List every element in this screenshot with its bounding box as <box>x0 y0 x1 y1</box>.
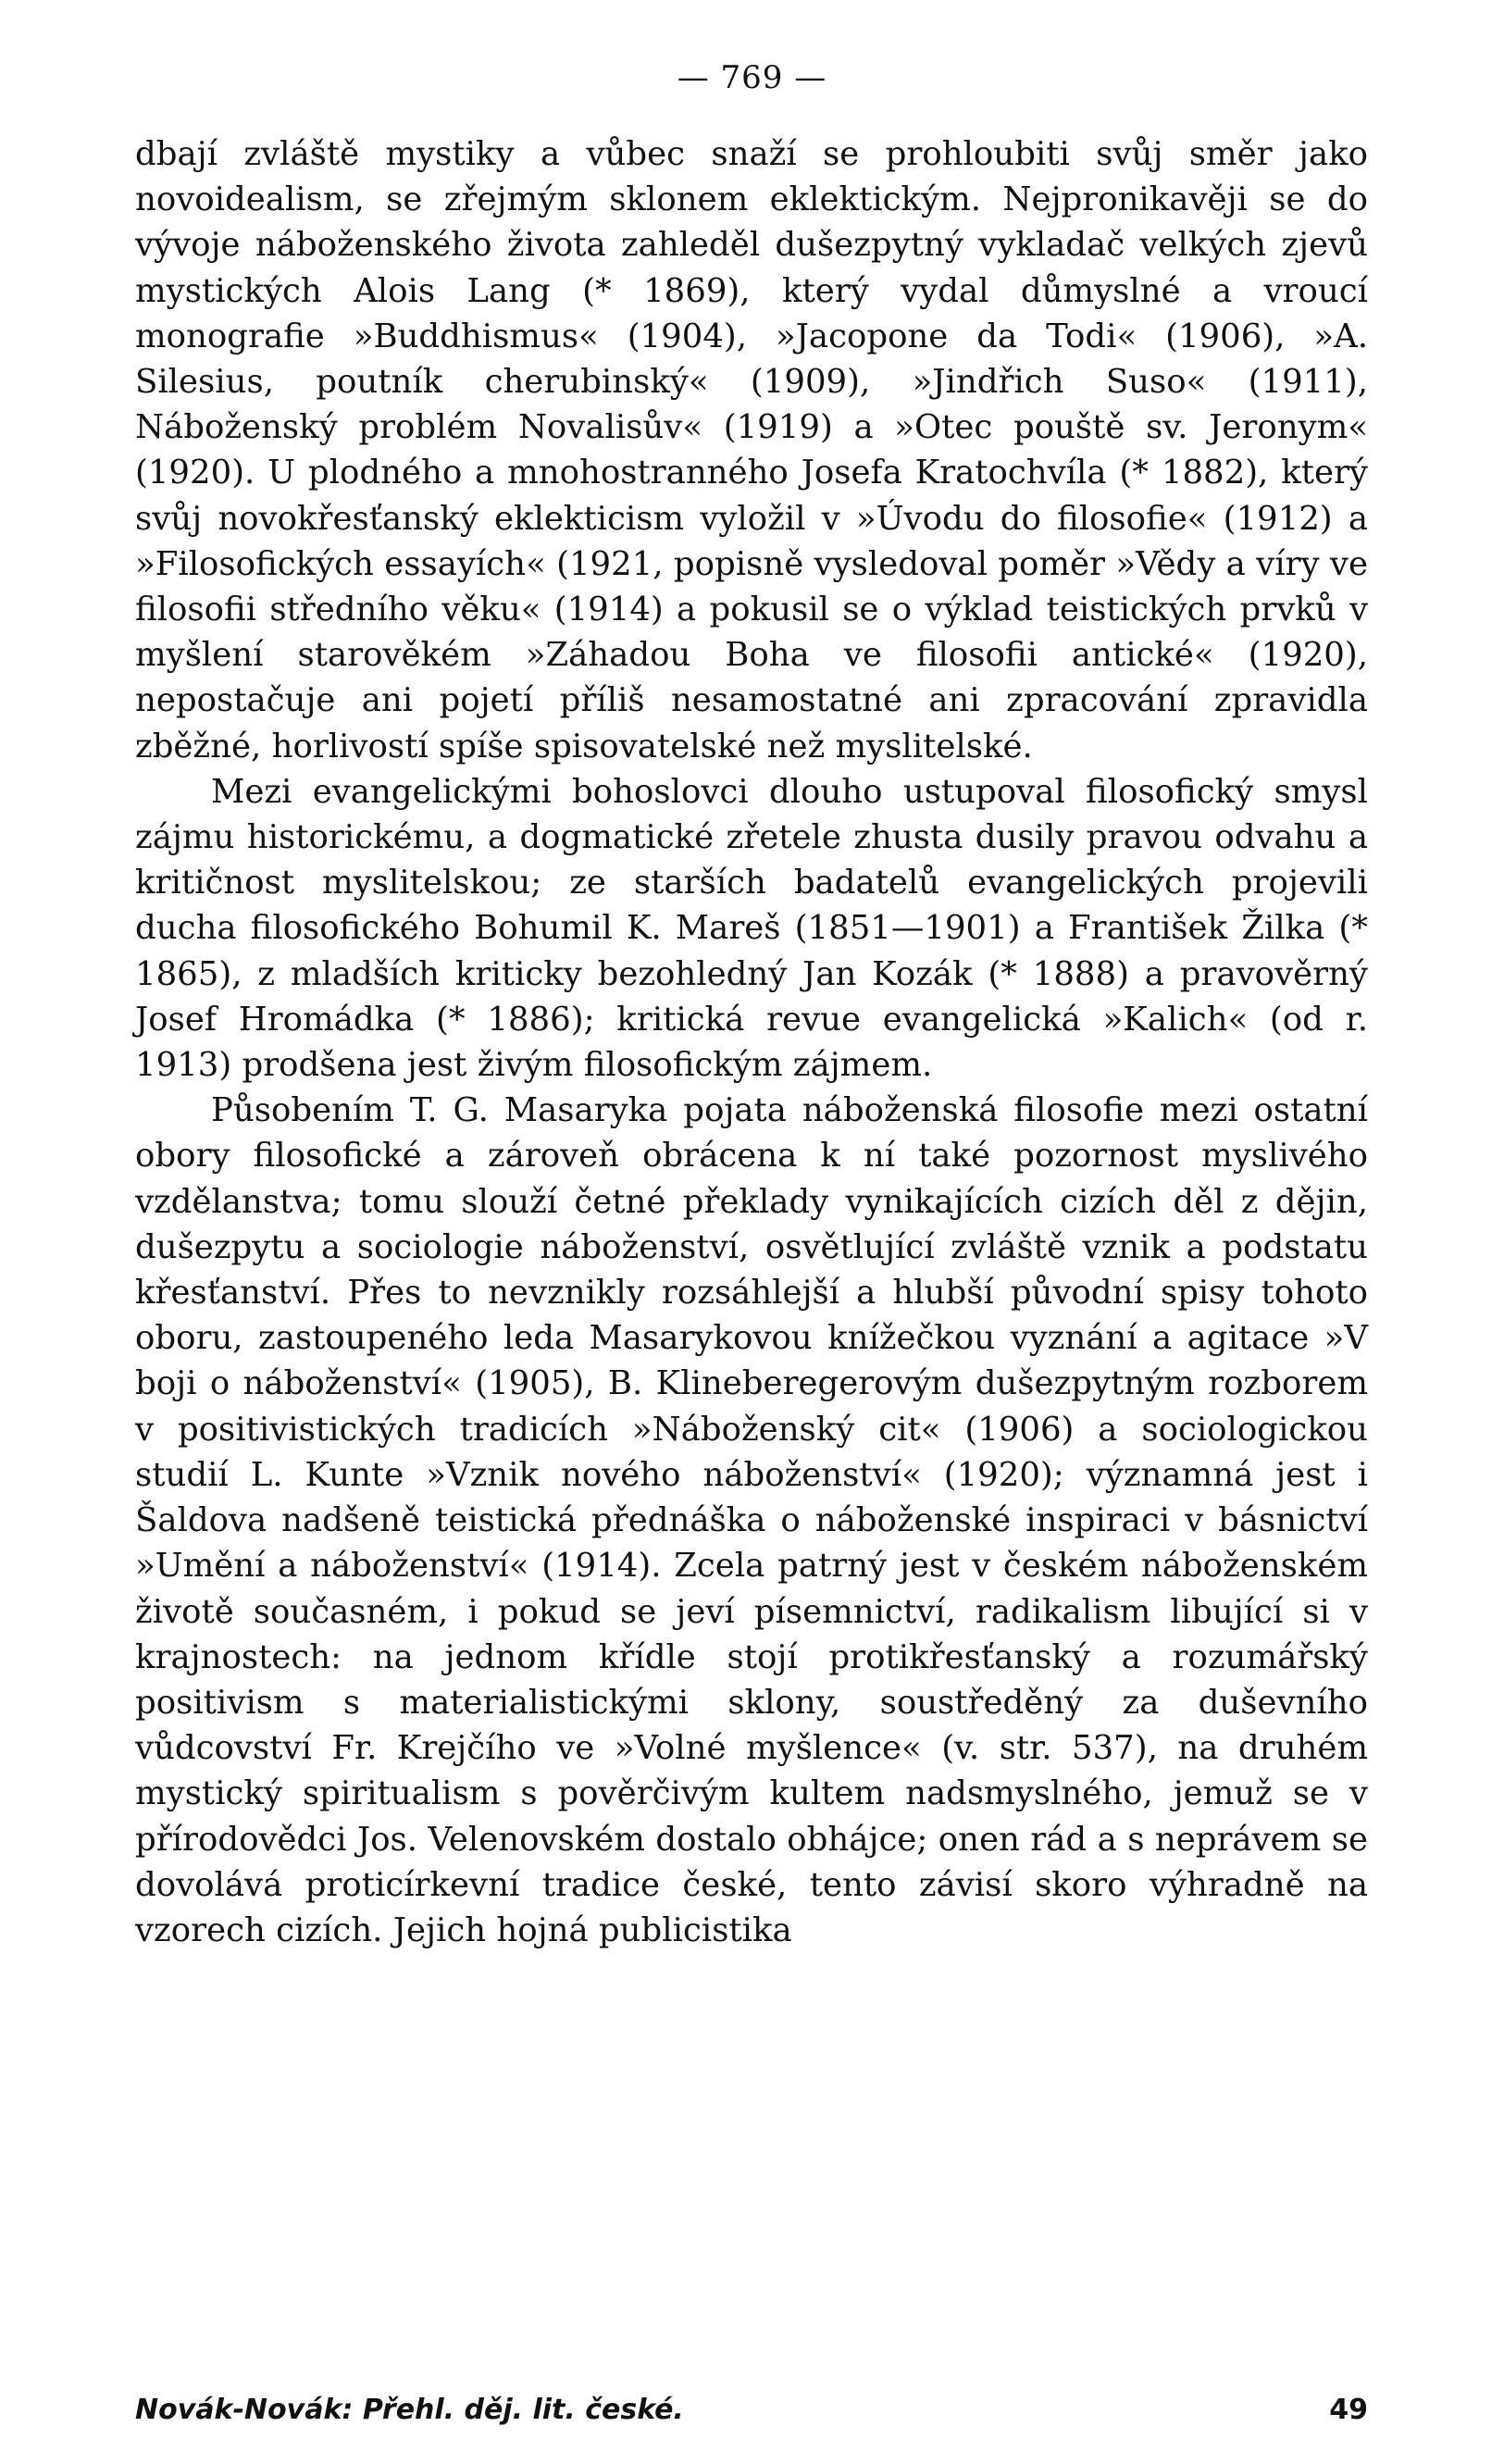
paragraph-1: dbají zvláště mystiky a vůbec snaží se prohloubiti svůj směr jako novoidealism, se zřejmým sklonem eklektickým. Nejpronikavěji se do vývoje náboženského života zahleděl dušezpytný vykladač velkých zjevů mystických Alois Lang (* 1869), který vydal důmyslné a vroucí monografie »Buddhismus« (1904), »Jacopone da Todi« (1906), »A. Silesius, poutník cherubinský« (1909), »Jindřich Suso« (1911), Náboženský problém Novalisův« (1919) a »Otec pouště sv. Jeronym« (1920). U plodného a mnohostranného Josefa Kratochvíla (* 1882), který svůj novokřesťanský eklekticism vyložil v »Úvodu do filosofie« (1912) a »Filosofických essayích« (1921, popisně vysledoval poměr »Vědy a víry ve filosofii středního věku« (1914) a pokusil se o výklad teistických prvků v myšlení starověkém »Záhadou Boha ve filosofii antické« (1920), nepostačuje ani pojetí příliš nesamostatné ani zpracování zpravidla zběžné, horlivostí spíše spisovatelské než myslitelské. <box>135 135 1368 765</box>
paragraph-2: Mezi evangelickými bohoslovci dlouho ustupoval filosofický smysl zájmu historickému, a dogmatické zřetele zhusta dusily pravou odvahu a kritičnost myslitelskou; ze starších badatelů evangelických projevili ducha filosofického Bohumil K. Mareš (1851—1901) a František Žilka (* 1865), z mladších kriticky bezohledný Jan Kozák (* 1888) a pravověrný Josef Hromádka (* 1886); kritická revue evangelická »Kalich« (od r. 1913) prodšena jest živým filosofickým zájmem. <box>135 772 1368 1085</box>
sheet-number: 49 <box>1329 2394 1368 2426</box>
page-number: — 769 — <box>677 59 827 96</box>
footer-author: Novák-Novák: Přehl. děj. lit. české. <box>135 2394 684 2426</box>
page-footer <box>135 2394 1368 2426</box>
main-text <box>135 131 1368 1953</box>
paragraph-3: Působením T. G. Masaryka pojata náboženská filosofie mezi ostatní obory filosofické a zároveň obrácena k ní také pozornost myslivého vzdělanstva; tomu slouží četné překlady vynikajících cizích děl z dějin, dušezpytu a sociologie náboženství, osvětlující zvláště vznik a podstatu křesťanství. Přes to nevznikly rozsáhlejší a hlubší původní spisy tohoto oboru, zastoupeného leda Masarykovou knížečkou vyznání a agitace »V boji o náboženství« (1905), B. Klineberegerovým dušezpytným rozborem v positivistických tradicích »Náboženský cit« (1906) a sociologickou studií L. Kunte »Vznik nového náboženství« (1920); významná jest i Šaldova nadšeně teistická přednáška o náboženské inspiraci v básnictví »Umění a náboženství« (1914). Zcela patrný jest v českém náboženském životě současném, i pokud se jeví písemnictví, radikalism libující si v krajnostech: na jednom křídle stojí protikřesťanský a rozumářský positivism s materialistickými sklony, soustředěný za duševního vůdcovství Fr. Krejčího ve »Volné myšlence« (v. str. 537), na druhém mystický spiritualism s pověrčivým kultem nadsmyslného, jemuž se v přírodovědci Jos. Velenovském dostalo obhájce; onen rád a s neprávem se dovolává proticírkevní tradice české, tento závisí skoro výhradně na vzorech cizích. Jejich hojná publicistika <box>135 1091 1368 1949</box>
